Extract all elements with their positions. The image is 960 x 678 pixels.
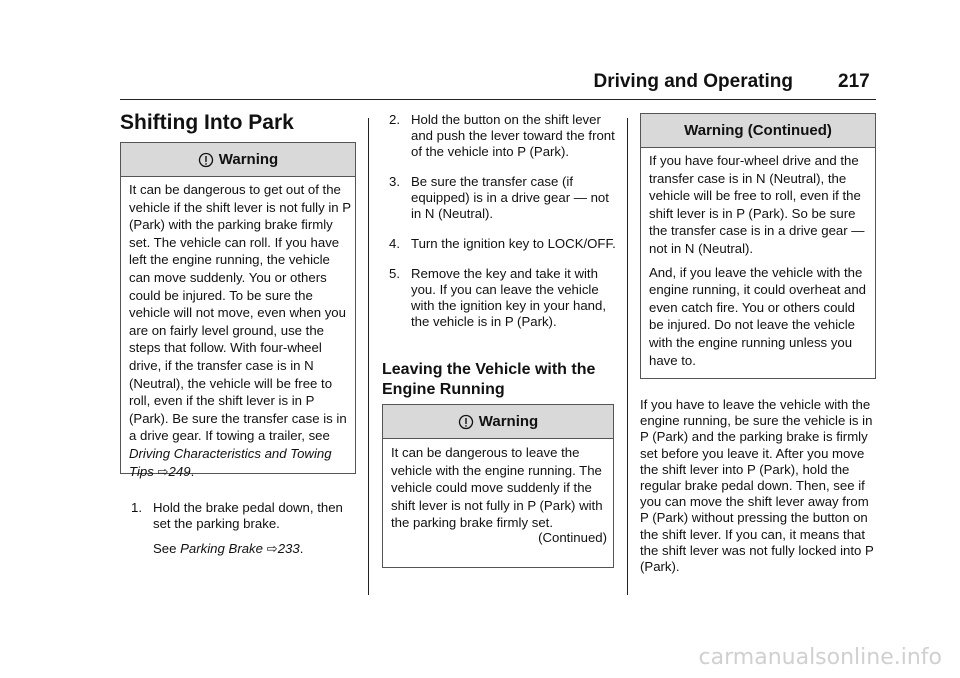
warning-heading: Warning — [478, 413, 539, 430]
warning-body: It can be dangerous to get out of the vehicle if the shift lever is not fully in P (Park) with the parking brake firmly set. The vehicle can roll. If you have left the engine running, the vehicle can move suddenly. You or others could be injured. To be sure the vehicle will not move, even when you are on fairly level ground, use the steps that follow. With four-wheel drive, if the transfer case is in N (Neutral), the vehicle will be free to roll, even if the shift lever is in P (Park). Be sure the transfer case is in a drive gear. If towing a trailer, see — [129, 182, 351, 444]
step-3 — [389, 174, 619, 222]
warning-icon — [458, 414, 474, 430]
warning-box-1 — [120, 142, 356, 479]
warning-header — [641, 114, 875, 148]
warning-header — [383, 405, 613, 439]
step-text: Turn the ignition key to LOCK/OFF. — [411, 236, 616, 251]
step-text: Remove the key and take it with you. If you can leave the vehicle with the ignition key in your hand, the vehicle is in P (Park). — [411, 266, 606, 329]
warning-body: It can be dangerous to leave the vehicle with the engine running. The vehicle could move suddenly if the shift lever is not fully in P (Park) with the parking brake firmly set. — [391, 445, 603, 531]
step-1 — [131, 500, 361, 558]
column-divider-2 — [627, 118, 628, 595]
step-number: 3. — [389, 174, 400, 189]
warning-icon — [198, 152, 214, 168]
subheading-engine-running: Leaving the Vehicle with the Engine Running — [382, 361, 596, 398]
warning-heading: Warning (Continued) — [684, 122, 832, 139]
ref-page-249[interactable]: 249 — [168, 463, 191, 479]
ref-parking-brake[interactable]: Parking Brake — [180, 541, 263, 556]
step-text: Hold the button on the shift lever and push the lever toward the front of the vehicle into P (Park). — [411, 112, 615, 159]
continued-label: (Continued) — [538, 529, 607, 545]
ref-driving-characteristics[interactable]: Driving Characteristics and Towing Tips — [129, 445, 332, 479]
step-4 — [389, 236, 619, 252]
ref-end: . — [299, 541, 304, 556]
step-number: 5. — [389, 266, 400, 281]
ref-page-233[interactable]: 233 — [277, 541, 300, 556]
step-text: Be sure the transfer case (if equipped) is in a drive gear — not in N (Neutral). — [411, 174, 609, 221]
header-rule — [120, 99, 876, 100]
page-title: Shifting Into Park — [120, 111, 294, 134]
step-number: 4. — [389, 236, 400, 251]
warning-body-para1: If you have four-wheel drive and the transfer case is in N (Neutral), the vehicle will be free to roll, even if the shift lever is in P (Park). So be sure the transfer case is in a drive gear — not in N (Neutral). — [649, 153, 865, 256]
warning-heading: Warning — [218, 151, 279, 168]
warning-box-continued — [640, 113, 876, 379]
step-text: Hold the brake pedal down, then set the parking brake. — [153, 500, 343, 531]
column-divider-1 — [368, 118, 369, 595]
warning-body-para2: And, if you leave the vehicle with the engine running, it could overheat and even catch fire. You or others could be injured. Do not leave the vehicle with the engine running unless you have to. — [649, 264, 867, 368]
step-number: 1. — [131, 500, 142, 515]
warning-text — [121, 177, 355, 480]
step-2 — [389, 112, 619, 160]
page-number: 217 — [838, 71, 870, 92]
steps-list — [389, 112, 619, 330]
warning-box-2 — [382, 404, 614, 568]
step-5 — [389, 266, 619, 330]
warning-header — [121, 143, 355, 177]
see-prefix: See — [153, 541, 181, 556]
ref-arrow: ⇨ — [157, 463, 169, 479]
step-number: 2. — [389, 112, 400, 127]
ref-end: . — [190, 463, 195, 479]
section-title: Driving and Operating — [593, 71, 793, 92]
see-reference — [131, 540, 361, 558]
watermark: carmanualsonline.info — [698, 645, 942, 670]
ref-arrow: ⇨ — [266, 541, 278, 556]
body-paragraph: If you have to leave the vehicle with the engine running, be sure the vehicle is in P (Park) and the parking brake is firmly set before you leave it. After you move the shift lever into P (Park), hold the regular brake pedal down. Then, see if you can move the shift lever away from P (Park) without pressing the button on the shift lever. If you can, it means that the shift lever was not fully locked into P (Park). — [640, 397, 874, 575]
